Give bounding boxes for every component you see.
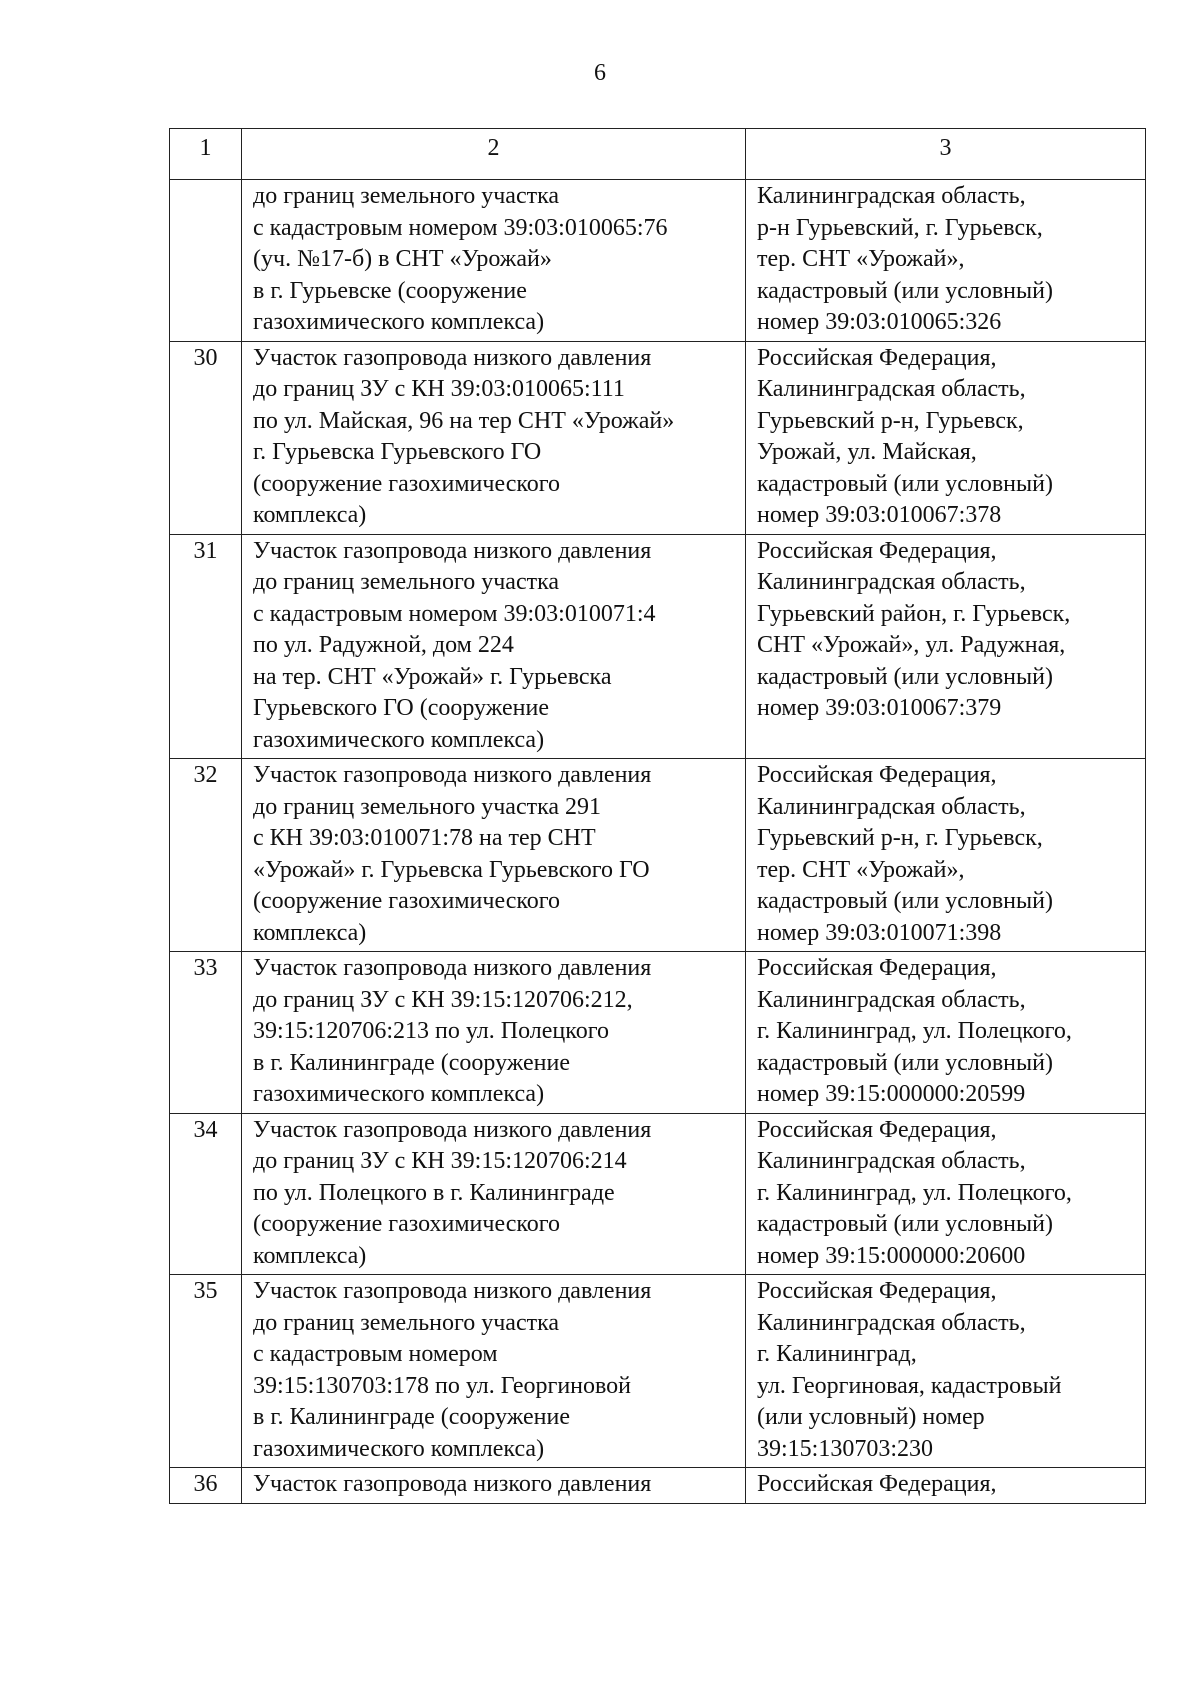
description-line: 39:15:120706:213 по ул. Полецкого xyxy=(253,1018,609,1044)
description-line: «Урожай» г. Гурьевска Гурьевского ГО xyxy=(253,856,650,883)
header-cell-2: 2 xyxy=(242,129,746,180)
location-cell xyxy=(746,1113,1146,1275)
description-line: до границ ЗУ с КН 39:15:120706:214 xyxy=(253,1148,627,1174)
description-line: по ул. Майская, 96 на тер СНТ «Урожай» xyxy=(253,407,675,434)
object-description-cell xyxy=(242,1468,746,1504)
description-line: с кадастровым номером xyxy=(253,1341,498,1367)
location-cell xyxy=(746,341,1146,534)
location-line: г. Калининград, ул. Полецкого, xyxy=(757,1179,1072,1206)
table-row xyxy=(170,1113,1146,1275)
object-description-cell xyxy=(242,759,746,952)
location-line: Российская Федерация, xyxy=(757,1278,997,1304)
table-row xyxy=(170,341,1146,534)
location-line: тер. СНТ «Урожай», xyxy=(757,856,965,883)
row-number-cell xyxy=(170,180,242,342)
description-line: с кадастровым номером 39:03:010065:76 xyxy=(253,214,668,241)
location-line: кадастровый (или условный) xyxy=(757,470,1053,497)
description-line: до границ ЗУ с КН 39:03:010065:111 xyxy=(253,376,625,402)
location-line: Калининградская область, xyxy=(757,183,1026,209)
location-line: Гурьевский р-н, г. Гурьевск, xyxy=(757,825,1043,851)
description-line: Участок газопровода низкого давления xyxy=(253,955,652,981)
description-line: (сооружение газохимического xyxy=(253,1211,561,1237)
location-line: 39:15:130703:230 xyxy=(757,1435,934,1462)
location-line: Гурьевский район, г. Гурьевск, xyxy=(757,600,1071,627)
description-line: комплекса) xyxy=(253,919,367,946)
location-line: Калининградская область, xyxy=(757,1309,1026,1336)
description-line: (сооружение газохимического xyxy=(253,470,561,497)
location-cell xyxy=(746,952,1146,1114)
description-line: газохимического комплекса) xyxy=(253,726,545,753)
location-line: г. Калининград, xyxy=(757,1341,917,1367)
object-description-cell xyxy=(242,180,746,342)
row-number-cell: 34 xyxy=(170,1113,242,1275)
header-cell-3: 3 xyxy=(746,129,1146,180)
location-cell xyxy=(746,1275,1146,1468)
description-line: комплекса) xyxy=(253,1242,367,1269)
description-line: комплекса) xyxy=(253,502,367,528)
row-number-cell: 31 xyxy=(170,534,242,759)
location-line: Калининградская область, xyxy=(757,793,1026,820)
location-cell xyxy=(746,759,1146,952)
object-description-cell xyxy=(242,341,746,534)
description-line: с кадастровым номером 39:03:010071:4 xyxy=(253,600,656,627)
description-line: до границ ЗУ с КН 39:15:120706:212, xyxy=(253,986,633,1013)
location-line: номер 39:03:010065:326 xyxy=(757,309,1002,335)
description-line: с КН 39:03:010071:78 на тер СНТ xyxy=(253,825,596,851)
location-line: (или условный) номер xyxy=(757,1404,985,1430)
location-cell xyxy=(746,180,1146,342)
location-line: Калининградская область, xyxy=(757,376,1026,402)
row-number-cell: 36 xyxy=(170,1468,242,1504)
location-line: Российская Федерация, xyxy=(757,762,997,788)
property-table xyxy=(169,128,1146,1504)
object-description-cell xyxy=(242,1113,746,1275)
location-line: номер 39:15:000000:20600 xyxy=(757,1242,1026,1269)
location-line: кадастровый (или условный) xyxy=(757,663,1053,690)
location-line: Калининградская область, xyxy=(757,986,1026,1013)
location-line: Российская Федерация, xyxy=(757,537,997,564)
location-line: р-н Гурьевский, г. Гурьевск, xyxy=(757,214,1043,241)
object-description-cell xyxy=(242,1275,746,1468)
row-number-cell: 30 xyxy=(170,341,242,534)
description-line: 39:15:130703:178 по ул. Георгиновой xyxy=(253,1372,632,1399)
location-line: СНТ «Урожай», ул. Радужная, xyxy=(757,632,1066,658)
description-line: Участок газопровода низкого давления xyxy=(253,344,652,371)
description-line: в г. Калининграде (сооружение xyxy=(253,1049,571,1076)
description-line: в г. Гурьевске (сооружение xyxy=(253,277,527,304)
location-cell xyxy=(746,1468,1146,1504)
table-row xyxy=(170,952,1146,1114)
location-line: номер 39:03:010067:378 xyxy=(757,502,1002,528)
location-line: кадастровый (или условный) xyxy=(757,1211,1053,1237)
description-line: по ул. Радужной, дом 224 xyxy=(253,632,514,658)
location-line: тер. СНТ «Урожай», xyxy=(757,246,965,272)
table-row xyxy=(170,759,1146,952)
row-number-cell: 33 xyxy=(170,952,242,1114)
description-line: газохимического комплекса) xyxy=(253,1081,545,1107)
description-line: до границ земельного участка xyxy=(253,183,560,209)
location-line: кадастровый (или условный) xyxy=(757,1049,1053,1076)
description-line: по ул. Полецкого в г. Калининграде xyxy=(253,1179,615,1206)
description-line: газохимического комплекса) xyxy=(253,309,545,335)
description-line: Гурьевского ГО (сооружение xyxy=(253,695,549,721)
description-line: Участок газопровода низкого давления xyxy=(253,537,652,564)
location-line: номер 39:03:010071:398 xyxy=(757,919,1002,946)
location-line: Российская Федерация, xyxy=(757,955,997,981)
header-cell-1: 1 xyxy=(170,129,242,180)
table-header-row xyxy=(170,129,1146,180)
location-line: кадастровый (или условный) xyxy=(757,888,1053,914)
description-line: в г. Калининграде (сооружение xyxy=(253,1404,571,1430)
location-line: Российская Федерация, xyxy=(757,344,997,371)
location-line: Калининградская область, xyxy=(757,569,1026,595)
description-line: до границ земельного участка xyxy=(253,569,560,595)
location-line: ул. Георгиновая, кадастровый xyxy=(757,1372,1062,1399)
table-row xyxy=(170,1275,1146,1468)
description-line: до границ земельного участка 291 xyxy=(253,793,602,820)
location-line: номер 39:03:010067:379 xyxy=(757,695,1002,721)
location-line: Гурьевский р-н, Гурьевск, xyxy=(757,407,1024,434)
row-number-cell: 35 xyxy=(170,1275,242,1468)
location-line: Урожай, ул. Майская, xyxy=(757,439,977,465)
location-line: Российская Федерация, xyxy=(757,1116,997,1143)
table-row xyxy=(170,1468,1146,1504)
location-line: кадастровый (или условный) xyxy=(757,277,1053,304)
description-line: (сооружение газохимического xyxy=(253,888,561,914)
description-line: Участок газопровода низкого давления xyxy=(253,1116,652,1143)
description-line: Участок газопровода низкого давления xyxy=(253,1471,652,1497)
row-number-cell: 32 xyxy=(170,759,242,952)
description-line: до границ земельного участка xyxy=(253,1309,560,1336)
description-line: Участок газопровода низкого давления xyxy=(253,762,652,788)
page-number: 6 xyxy=(594,60,606,86)
location-line: Калининградская область, xyxy=(757,1148,1026,1174)
location-line: Российская Федерация, xyxy=(757,1471,997,1497)
location-line: г. Калининград, ул. Полецкого, xyxy=(757,1018,1072,1044)
description-line: на тер. СНТ «Урожай» г. Гурьевска xyxy=(253,663,612,690)
description-line: г. Гурьевска Гурьевского ГО xyxy=(253,439,542,465)
description-line: Участок газопровода низкого давления xyxy=(253,1278,652,1304)
table-row xyxy=(170,534,1146,759)
object-description-cell xyxy=(242,534,746,759)
description-line: газохимического комплекса) xyxy=(253,1435,545,1462)
object-description-cell xyxy=(242,952,746,1114)
description-line: (уч. №17-б) в СНТ «Урожай» xyxy=(253,246,552,272)
location-line: номер 39:15:000000:20599 xyxy=(757,1081,1026,1107)
table-row xyxy=(170,180,1146,342)
location-cell xyxy=(746,534,1146,759)
